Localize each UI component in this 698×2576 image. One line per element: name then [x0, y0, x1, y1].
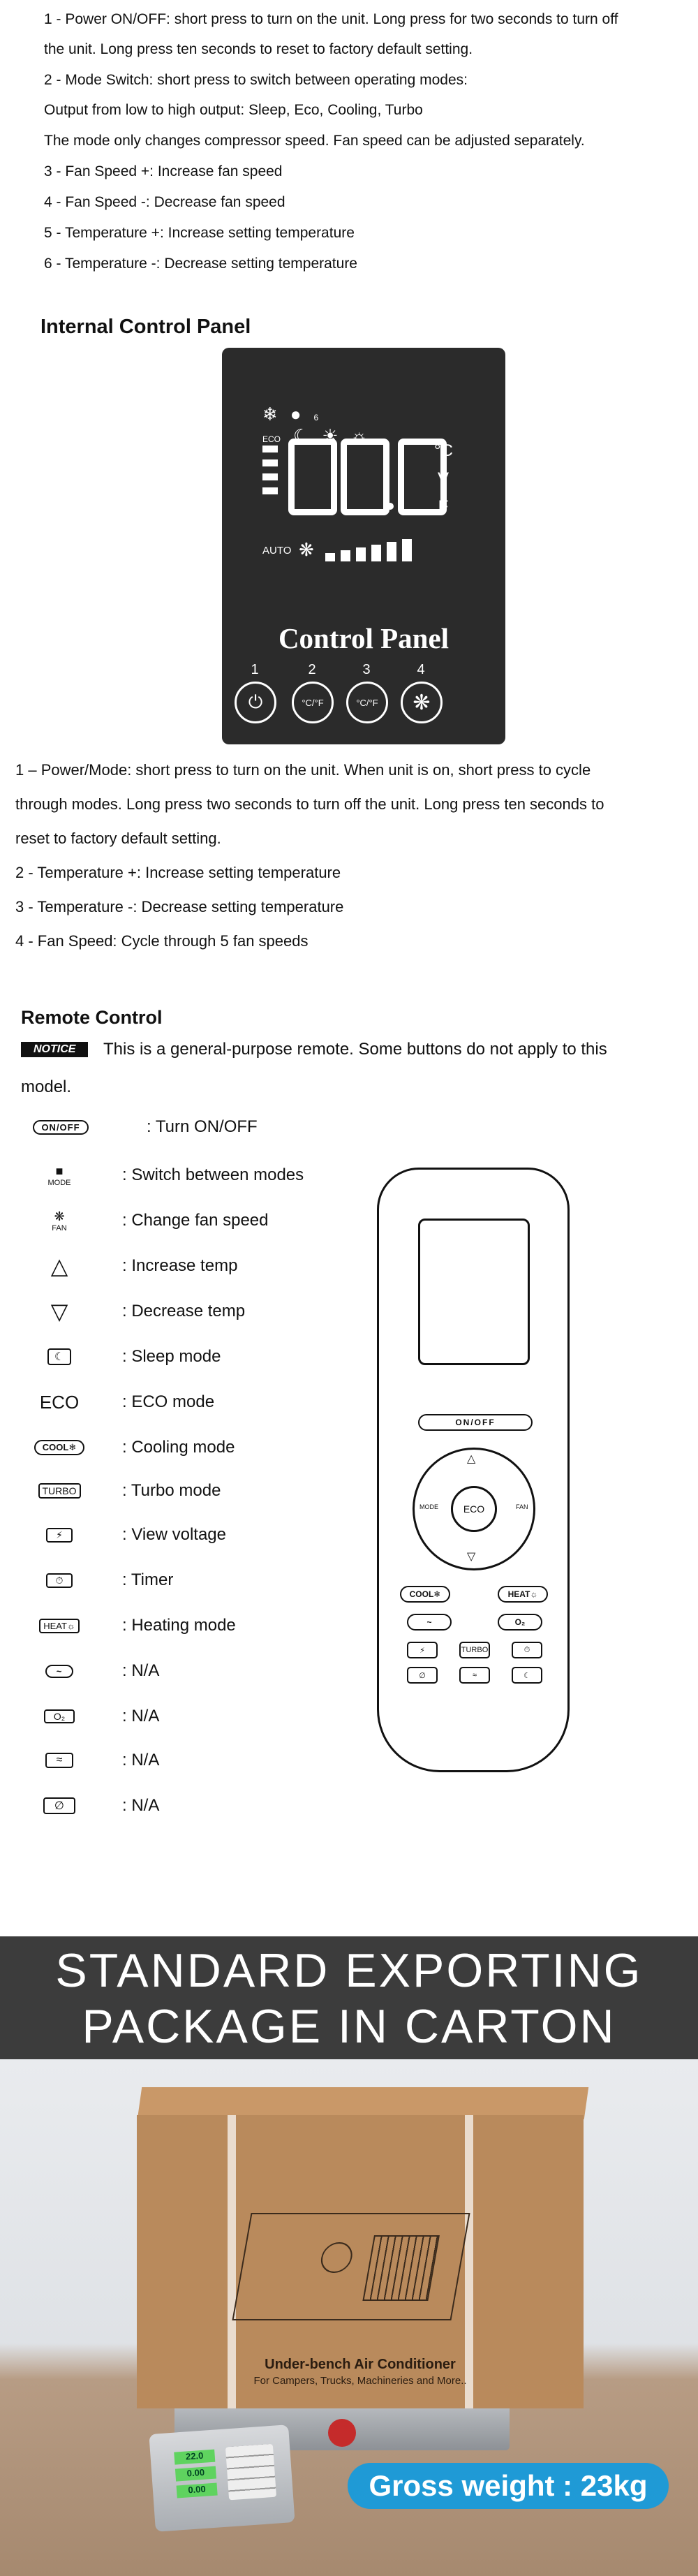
control-panel-title: Control Panel: [278, 622, 450, 654]
legend-text: : N/A: [122, 1751, 160, 1769]
legend-text: : N/A: [122, 1707, 160, 1725]
banner-line: PACKAGE IN CARTON: [82, 2000, 616, 2053]
intro-line: the unit. Long press ten seconds to reset to factory default setting.: [44, 41, 473, 57]
button-number: 1: [251, 662, 259, 677]
intro-line: 4 - Fan Speed -: Decrease fan speed: [44, 194, 285, 210]
button-number: 2: [308, 662, 316, 677]
remote-mode-button[interactable]: MODE: [419, 1503, 438, 1510]
decimal-point: [387, 503, 394, 510]
heat-icon: ☼: [350, 425, 380, 446]
remote-turbo-button[interactable]: TURBO: [459, 1642, 490, 1658]
control-panel-image: [222, 348, 505, 744]
wind-icon: ~: [35, 1659, 84, 1683]
desc-line: reset to factory default setting.: [15, 830, 221, 847]
steam-icon: ≈: [35, 1749, 84, 1772]
remote-wind-button[interactable]: ~: [407, 1614, 452, 1631]
fan-icon: ❋: [299, 539, 314, 560]
remote-onoff-button[interactable]: ON/OFF: [418, 1414, 533, 1431]
turbo-icon: TURBO: [35, 1479, 84, 1503]
legend-text: : N/A: [122, 1796, 160, 1815]
desc-line: 1 – Power/Mode: short press to turn on the unit. When unit is on, short press to cycle: [15, 761, 591, 779]
carton-photo: [0, 2059, 698, 2576]
triangle-up-icon: △: [50, 1253, 68, 1279]
legend-text: : Decrease temp: [122, 1302, 246, 1320]
legend-text: : N/A: [122, 1661, 160, 1680]
sun-icon: ☀: [322, 425, 351, 446]
gross-weight-badge: Gross weight : 23kg: [348, 2463, 669, 2509]
legend-text: : Heating mode: [122, 1616, 236, 1635]
remote-down-icon[interactable]: ▽: [467, 1551, 476, 1563]
temp-up-button[interactable]: °C/°F: [292, 682, 334, 723]
carton-label: For Campers, Trucks, Machineries and More..: [253, 2375, 467, 2387]
digit-segment: [288, 439, 337, 515]
intro-line: 6 - Temperature -: Decrease setting temperature: [44, 256, 357, 272]
notice-badge: NOTICE: [21, 1042, 88, 1057]
legend-text: : Increase temp: [122, 1256, 238, 1275]
remote-sleep-button[interactable]: ☾: [512, 1667, 542, 1684]
moon-icon: ☾: [293, 425, 322, 446]
unit-labels: °C V F: [434, 441, 453, 516]
desc-line: 4 - Fan Speed: Cycle through 5 fan speeds: [15, 932, 309, 950]
fan-speed-button[interactable]: ❋: [401, 682, 443, 723]
fan-speed-bars: [325, 538, 423, 561]
scale-keypad: [225, 2444, 276, 2501]
notice-text: model.: [21, 1077, 72, 1096]
scale-indicator: 22.0 0.00 0.00: [149, 2424, 295, 2532]
intro-line: 1 - Power ON/OFF: short press to turn on the unit. Long press for two seconds to turn off: [44, 11, 618, 27]
notice-text: This is a general-purpose remote. Some buttons do not apply to this: [103, 1040, 607, 1059]
button-number: 3: [362, 662, 371, 677]
intro-line: 5 - Temperature +: Increase setting temperature: [44, 225, 355, 241]
intro-line: 2 - Mode Switch: short press to switch between operating modes:: [44, 72, 468, 88]
remote-heat-button[interactable]: HEAT☼: [498, 1586, 548, 1603]
battery-bar: [262, 446, 278, 452]
button-number: 4: [417, 662, 425, 677]
battery-bar: [262, 473, 278, 480]
remote-oxygen-button[interactable]: O₂: [498, 1614, 542, 1631]
legend-text: : Turbo mode: [122, 1481, 221, 1500]
intro-line: The mode only changes compressor speed. Fan speed can be adjusted separately.: [44, 133, 585, 149]
legend-text: : Sleep mode: [122, 1347, 221, 1366]
battery-bar: [262, 459, 278, 466]
legend-text: : Timer: [122, 1570, 174, 1589]
fan-icon: ❋ FAN: [52, 1209, 67, 1232]
intro-line: 3 - Fan Speed +: Increase fan speed: [44, 163, 283, 179]
digit-segment: [341, 439, 389, 515]
internal-panel-heading: Internal Control Panel: [40, 316, 251, 338]
package-banner: [0, 1936, 698, 2059]
ac-unit-drawing: [232, 2213, 470, 2320]
desc-line: 3 - Temperature -: Decrease setting temperature: [15, 898, 344, 915]
carton-box: [137, 2115, 584, 2408]
voltage-icon: ⚡: [35, 1523, 84, 1547]
remote-fan-button[interactable]: FAN: [516, 1503, 528, 1510]
remote-steam-button[interactable]: ≈: [459, 1667, 490, 1684]
filter-icon: ∅: [35, 1794, 84, 1818]
cool-icon: COOL❄: [28, 1436, 91, 1459]
battery-bar: [262, 487, 278, 494]
timer-icon: ⏱: [35, 1568, 84, 1592]
legend-text: : View voltage: [122, 1525, 226, 1544]
eco-indicator: 6 ECO: [262, 413, 319, 444]
remote-heading: Remote Control: [21, 1007, 163, 1028]
remote-up-icon[interactable]: △: [467, 1453, 476, 1465]
desc-line: through modes. Long press two seconds to turn off the unit. Long press ten seconds to: [15, 795, 604, 813]
remote-eco-button[interactable]: ECO: [451, 1486, 497, 1532]
moon-icon: ☾: [35, 1345, 84, 1369]
remote-timer-button[interactable]: ⏱: [512, 1642, 542, 1658]
legend-text: : Change fan speed: [122, 1211, 269, 1230]
auto-label: AUTO: [262, 545, 292, 557]
remote-voltage-button[interactable]: ⚡: [407, 1642, 438, 1658]
mode-icon: ■ MODE: [47, 1163, 71, 1187]
snowflake-icon: ❄: [262, 404, 290, 425]
legend-text: : ECO mode: [122, 1392, 215, 1411]
banner-line: STANDARD EXPORTING: [55, 1944, 643, 1997]
intro-line: Output from low to high output: Sleep, Eco, Cooling, Turbo: [44, 102, 423, 118]
legend-text: : Turn ON/OFF: [147, 1117, 258, 1136]
remote-cool-button[interactable]: COOL❄: [400, 1586, 450, 1603]
remote-screen: [418, 1219, 530, 1365]
remote-control-drawing: [377, 1168, 570, 1772]
triangle-down-icon: ▽: [50, 1299, 68, 1324]
eco-icon: ECO: [39, 1391, 80, 1413]
legend-text: : Cooling mode: [122, 1438, 235, 1457]
power-mode-button[interactable]: ⏻: [235, 682, 276, 723]
onoff-icon: ON/OFF: [15, 1115, 106, 1139]
heat-icon: HEAT☼: [35, 1614, 84, 1637]
remote-filter-button[interactable]: ∅: [407, 1667, 438, 1684]
oxygen-icon: O₂: [35, 1705, 84, 1728]
carton-label: Under-bench Air Conditioner: [265, 2357, 456, 2372]
legend-text: : Switch between modes: [122, 1165, 304, 1184]
drop-icon: ●: [290, 404, 314, 425]
desc-line: 2 - Temperature +: Increase setting temperature: [15, 864, 341, 881]
scale-foot: [328, 2419, 356, 2447]
temp-down-button[interactable]: °C/°F: [346, 682, 388, 723]
